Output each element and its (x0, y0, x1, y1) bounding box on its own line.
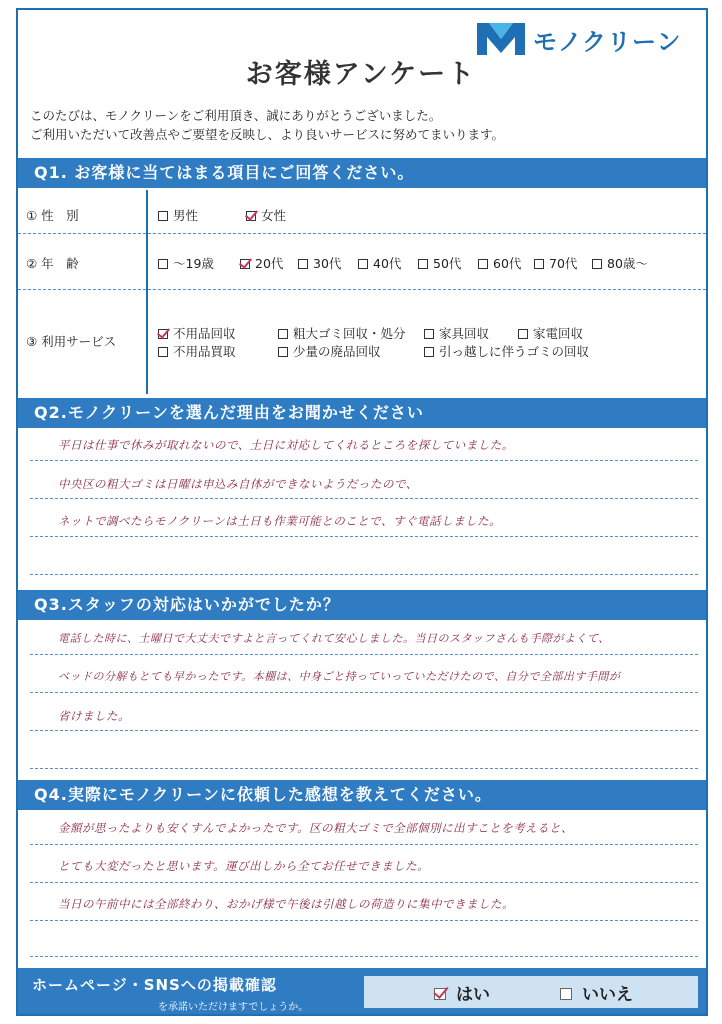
option-label: 60代 (493, 256, 522, 271)
age-label: ② 年 齢 (26, 256, 79, 271)
checkbox-icon[interactable] (424, 347, 434, 357)
checkbox-checked-icon[interactable] (240, 259, 250, 269)
checkbox-checked-icon[interactable] (434, 988, 446, 1000)
gender-row (18, 190, 706, 234)
option-moving-waste[interactable] (424, 342, 589, 360)
consent-title: ホームページ・SNSへの掲載確認 (32, 976, 277, 994)
q1-heading: Q1. お客様に当てはまる項目にご回答ください。 (18, 158, 706, 188)
option-label: 粗大ゴミ回収・処分 (293, 326, 406, 341)
answer-line (30, 956, 698, 957)
checkbox-icon[interactable] (278, 347, 288, 357)
consent-yes-label: はい (456, 985, 490, 1005)
option-furniture[interactable] (424, 324, 489, 342)
answer-line (30, 768, 698, 769)
page-title: お客様アンケート (245, 59, 477, 90)
q3-answer-line: 電話した時に、土曜日で大丈夫ですよと言ってくれて安心しました。当日のスタッフさんも手際がよくて、 (58, 632, 610, 645)
brand-name: モノクリーン (533, 27, 682, 56)
checkbox-icon[interactable] (560, 988, 572, 1000)
consent-subtitle: を承諾いただけますでしょうか。 (158, 1002, 309, 1013)
option-age-70s[interactable] (534, 254, 577, 272)
checkbox-icon[interactable] (518, 329, 528, 339)
option-appliance[interactable] (518, 324, 583, 342)
answer-line (30, 844, 698, 845)
option-label: 70代 (549, 256, 578, 271)
option-label: 80歳〜 (607, 256, 648, 271)
consent-no-label: いいえ (582, 985, 633, 1005)
checkbox-icon[interactable] (478, 259, 488, 269)
answer-line (30, 536, 698, 537)
q2-answer-line: 平日は仕事で休みが取れないので、土日に対応してくれるところを探していました。 (58, 438, 514, 452)
option-label: 引っ越しに伴うゴミの回収 (439, 344, 590, 359)
checkbox-icon[interactable] (424, 329, 434, 339)
option-bulky-waste[interactable] (278, 324, 406, 342)
option-unwanted-collection[interactable] (158, 324, 236, 342)
q2-answer-line: ネットで調べたらモノクリーンは土日も作業可能とのことで、すぐ電話しました。 (58, 514, 502, 528)
option-label: 男性 (173, 208, 199, 223)
option-label: 20代 (255, 256, 284, 271)
option-age-30s[interactable] (298, 254, 341, 272)
checkbox-icon[interactable] (418, 259, 428, 269)
q4-heading: Q4.実際にモノクリーンに依頼した感想を教えてください。 (18, 780, 706, 810)
option-label: 〜19歳 (173, 256, 214, 271)
option-label: 50代 (433, 256, 462, 271)
q4-answer-line: 金額が思ったよりも安くすんでよかったです。区の粗大ゴミで全部個別に出すことを考えると、 (58, 821, 574, 835)
q4-answer-line: 当日の午前中には全部終わり、おかげ様で午後は引越しの荷造りに集中できました。 (58, 897, 514, 911)
option-age-50s[interactable] (418, 254, 461, 272)
option-small-waste[interactable] (278, 342, 381, 360)
option-age-20s[interactable] (240, 254, 283, 272)
intro-line: ご利用いただいて改善点やご要望を反映し、より良いサービスに努めてまいります。 (30, 127, 505, 142)
option-age-under19[interactable] (158, 254, 214, 272)
answer-line (30, 574, 698, 575)
option-label: 30代 (313, 256, 342, 271)
service-label: ③ 利用サービス (26, 334, 117, 349)
option-label: 家電回収 (533, 326, 584, 341)
option-label: 少量の廃品回収 (293, 344, 381, 359)
q1-table (18, 190, 706, 394)
checkbox-icon[interactable] (158, 347, 168, 357)
checkbox-icon[interactable] (592, 259, 602, 269)
option-buyback[interactable] (158, 342, 236, 360)
checkbox-icon[interactable] (158, 259, 168, 269)
answer-line (30, 882, 698, 883)
checkbox-icon[interactable] (158, 211, 168, 221)
service-row (18, 290, 706, 394)
checkbox-icon[interactable] (298, 259, 308, 269)
checkbox-checked-icon[interactable] (158, 329, 168, 339)
checkbox-icon[interactable] (278, 329, 288, 339)
consent-options (364, 976, 698, 1008)
answer-line (30, 692, 698, 693)
intro-text (30, 106, 504, 144)
q4-answer-line: とても大変だったと思います。運び出しから全てお任せできました。 (58, 859, 430, 873)
option-male[interactable] (158, 206, 198, 224)
checkbox-checked-icon[interactable] (246, 211, 256, 221)
publication-consent (18, 968, 706, 1014)
answer-line (30, 730, 698, 731)
option-age-40s[interactable] (358, 254, 401, 272)
gender-label: ① 性 別 (26, 208, 79, 223)
consent-yes[interactable] (434, 980, 490, 1005)
answer-line (30, 498, 698, 499)
consent-no[interactable] (560, 980, 633, 1005)
option-label: 不用品買取 (173, 344, 236, 359)
answer-line (30, 920, 698, 921)
q3-answer-line: ベッドの分解もとても早かったです。本棚は、中身ごと持っていっていただけたので、自分で全部出す手間が (58, 670, 621, 683)
q3-heading: Q3.スタッフの対応はいかがでしたか？ (18, 590, 706, 620)
option-age-80plus[interactable] (592, 254, 648, 272)
q3-answer-line: 省けました。 (58, 709, 130, 723)
intro-line: このたびは、モノクリーンをご利用頂き、誠にありがとうございました。 (30, 108, 442, 123)
q2-answer-line: 中央区の粗大ゴミは日曜は申込み自体ができないようだったので、 (58, 477, 418, 491)
option-age-60s[interactable] (478, 254, 521, 272)
answer-line (30, 654, 698, 655)
option-label: 40代 (373, 256, 402, 271)
q2-heading: Q2.モノクリーンを選んだ理由をお聞かせください (18, 398, 706, 428)
checkbox-icon[interactable] (534, 259, 544, 269)
option-label: 家具回収 (439, 326, 490, 341)
option-label: 不用品回収 (173, 326, 236, 341)
option-label: 女性 (261, 208, 287, 223)
checkbox-icon[interactable] (358, 259, 368, 269)
age-row (18, 234, 706, 290)
option-female[interactable] (246, 206, 286, 224)
answer-line (30, 460, 698, 461)
